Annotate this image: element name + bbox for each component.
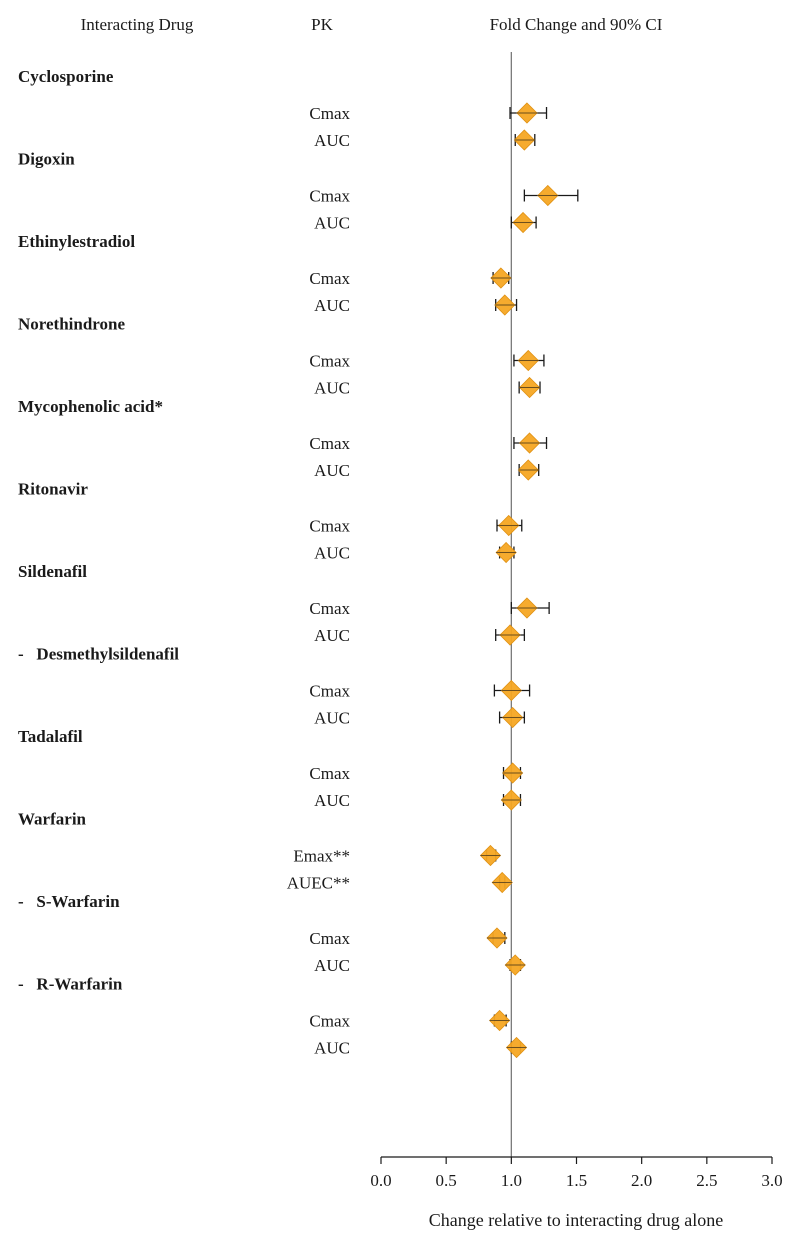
pk-label: Cmax [309, 764, 350, 783]
header-interacting-drug: Interacting Drug [80, 15, 194, 34]
pk-label: AUC [314, 708, 350, 728]
x-tick-label: 0.5 [435, 1171, 457, 1190]
x-tick-label: 1.5 [565, 1171, 588, 1190]
x-tick-label: 0.0 [370, 1171, 392, 1190]
x-axis [370, 52, 782, 1190]
pk-label: AUC [314, 461, 350, 480]
pk-label: Cmax [309, 104, 350, 123]
drug-label: Norethindrone [18, 314, 126, 334]
x-tick-label: 3.0 [761, 1171, 783, 1190]
pk-label: Cmax [309, 681, 350, 701]
pk-label: Cmax [309, 929, 350, 948]
pk-label: Cmax [309, 1011, 350, 1031]
pk-label: Cmax [309, 516, 350, 536]
x-axis-label: Change relative to interacting drug alone [428, 1210, 724, 1230]
pk-label: Cmax [309, 186, 350, 206]
pk-label: AUC [314, 296, 350, 315]
pk-label: Emax** [293, 846, 350, 866]
drug-label: - Desmethylsildenafil [18, 644, 180, 664]
x-tick-label: 2.0 [631, 1171, 653, 1190]
pk-label: AUC [314, 378, 350, 398]
x-tick-label: 1.0 [500, 1171, 522, 1190]
drug-label: Ethinylestradiol [18, 232, 136, 251]
drug-label: Tadalafil [18, 727, 83, 746]
drug-label: - S-Warfarin [18, 892, 120, 911]
drug-label: Sildenafil [18, 562, 87, 581]
x-tick-label: 2.5 [696, 1171, 718, 1190]
pk-label: AUC [314, 626, 350, 645]
drug-label: Digoxin [18, 149, 75, 169]
drug-label: Mycophenolic acid* [18, 397, 163, 416]
pk-label: AUC [314, 791, 350, 810]
pk-label: Cmax [309, 269, 350, 288]
header-fold-change: Fold Change and 90% CI [489, 15, 663, 34]
pk-label: AUEC** [286, 873, 350, 893]
pk-label: Cmax [309, 434, 350, 453]
marks-layer [480, 103, 577, 1058]
pk-label: AUC [314, 543, 350, 563]
pk-label: AUC [314, 213, 350, 233]
header-pk: PK [311, 15, 333, 34]
drug-label: Cyclosporine [18, 67, 114, 86]
drug-label: Warfarin [18, 809, 86, 829]
rows-layer [18, 67, 350, 1058]
drug-label: - R-Warfarin [18, 974, 123, 994]
pk-label: AUC [314, 1038, 350, 1058]
pk-label: Cmax [309, 351, 350, 371]
pk-label: AUC [314, 131, 350, 150]
drug-label: Ritonavir [18, 479, 88, 499]
pk-label: Cmax [309, 599, 350, 618]
pk-label: AUC [314, 956, 350, 975]
